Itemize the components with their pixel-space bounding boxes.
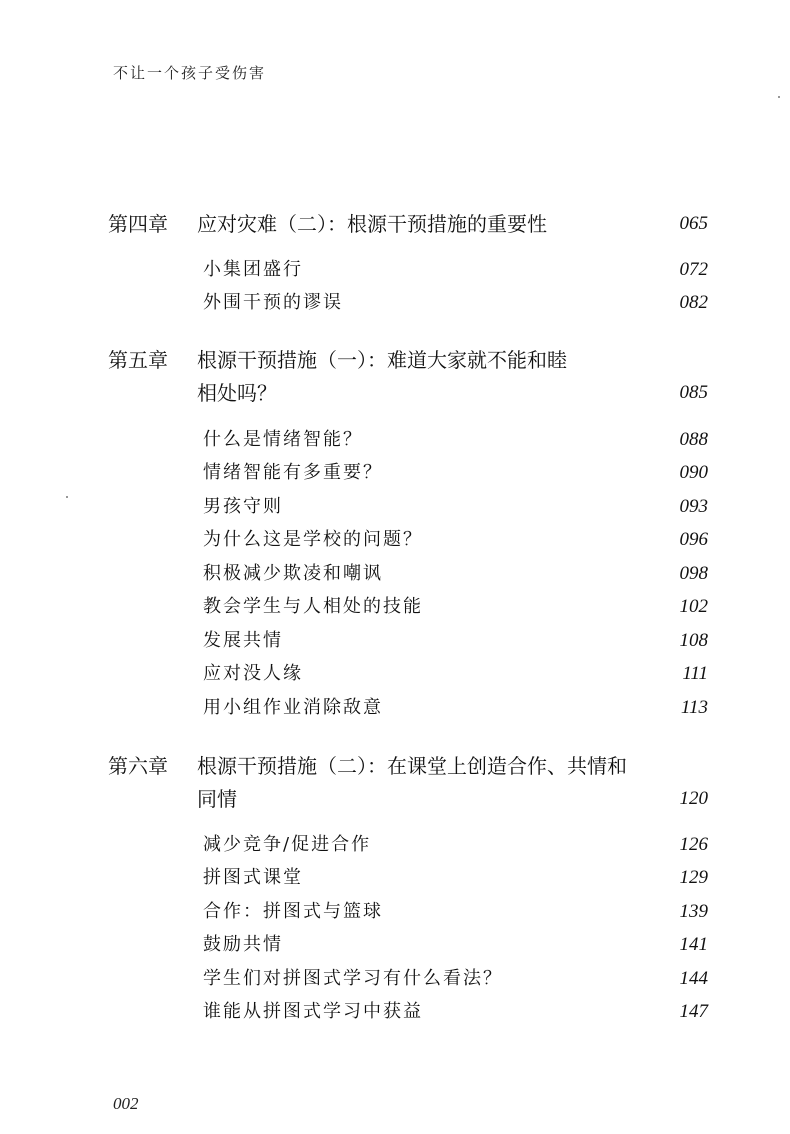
section-title: 教会学生与人相处的技能 [203,596,423,617]
chapter-title: 应对灾难（二）：根源干预措施的重要性 [197,212,547,236]
page-number: 144 [679,968,708,989]
section-row[interactable] [0,897,790,927]
section-title: 发展共情 [203,630,283,651]
section-row[interactable] [0,830,790,860]
section-title: 应对没人缘 [203,663,303,684]
page-number: 065 [679,213,708,234]
chapter-title-line-2: 同情 [197,787,237,811]
section-row[interactable] [0,458,790,488]
chapter-title-line-1: 根源干预措施（二）：在课堂上创造合作、共情和 [197,754,627,778]
section-row[interactable] [0,930,790,960]
scan-speck [778,96,780,98]
page-number: 113 [680,697,708,718]
page-number: 098 [679,563,708,584]
section-row[interactable] [0,492,790,522]
section-title: 男孩守则 [203,496,283,517]
chapter-label: 第五章 [108,348,168,372]
page-number: 126 [679,834,708,855]
page-number: 082 [679,292,708,313]
section-title: 为什么这是学校的问题？ [203,529,423,550]
page-number: 147 [679,1001,708,1022]
page-number: 108 [679,630,708,651]
chapter-label: 第四章 [108,212,168,236]
section-row[interactable] [0,525,790,555]
section-title: 外围干预的谬误 [203,292,343,313]
section-row[interactable] [0,997,790,1027]
section-title: 学生们对拼图式学习有什么看法？ [203,968,503,989]
section-row[interactable] [0,288,790,318]
section-row[interactable] [0,863,790,893]
page-folio: 002 [113,1094,139,1113]
section-title: 什么是情绪智能？ [203,429,363,450]
section-title: 减少竞争/促进合作 [203,834,372,855]
chapter-row[interactable] [0,345,790,375]
chapter-row-continuation[interactable] [0,784,790,814]
section-title: 鼓励共情 [203,934,283,955]
section-title: 积极减少欺凌和嘲讽 [203,563,383,584]
page-number: 139 [679,901,708,922]
section-title: 合作：拼图式与篮球 [203,901,383,922]
page-number: 129 [679,867,708,888]
page-number: 093 [679,496,708,517]
section-title: 拼图式课堂 [203,867,303,888]
section-row[interactable] [0,626,790,656]
section-row[interactable] [0,425,790,455]
page-number: 120 [679,788,708,809]
running-head: 不让一个孩子受伤害 [113,64,267,82]
section-title: 用小组作业消除敌意 [203,697,383,718]
chapter-label: 第六章 [108,754,168,778]
section-row[interactable] [0,693,790,723]
page-number: 072 [679,259,708,280]
page-number: 085 [679,382,708,403]
section-row[interactable] [0,559,790,589]
page-number: 096 [679,529,708,550]
section-row[interactable] [0,592,790,622]
section-title: 谁能从拼图式学习中获益 [203,1001,423,1022]
section-title: 小集团盛行 [203,259,303,280]
chapter-title-line-1: 根源干预措施（一）：难道大家就不能和睦 [197,348,567,372]
page-number: 102 [679,596,708,617]
chapter-row-continuation[interactable] [0,378,790,408]
section-row[interactable] [0,964,790,994]
page-number: 111 [682,663,708,684]
page-number: 088 [679,429,708,450]
page-number: 090 [679,462,708,483]
chapter-row[interactable] [0,209,790,239]
section-row[interactable] [0,659,790,689]
section-title: 情绪智能有多重要？ [203,462,383,483]
chapter-row[interactable] [0,751,790,781]
page-number: 141 [679,934,708,955]
chapter-title-line-2: 相处吗？ [197,381,277,405]
section-row[interactable] [0,255,790,285]
